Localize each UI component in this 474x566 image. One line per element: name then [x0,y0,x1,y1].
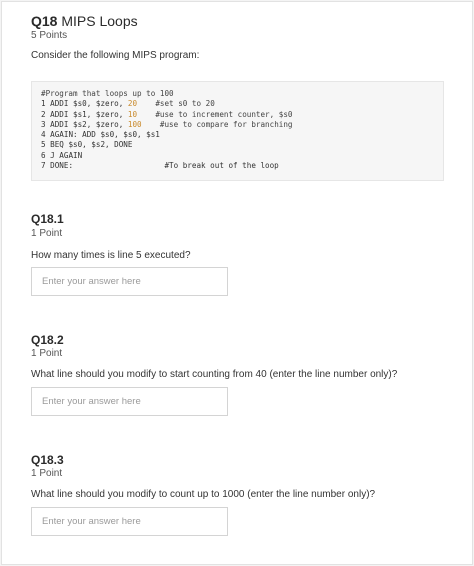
code-line [41,120,443,130]
code-line-number: 2 [41,109,51,119]
code-line-number: 7 [41,161,51,171]
code-line [41,140,443,150]
code-line-number: 3 [41,119,51,129]
code-number: 10 [127,109,138,119]
code-line-number: 1 [41,99,51,109]
code-text: ADDI $s0, $zero, [50,99,128,109]
code-comment: #use to increment counter, $s0 [137,109,293,119]
answer-input-18-3[interactable] [31,507,228,536]
question-name: MIPS Loops [61,13,138,29]
code-line [41,161,443,171]
code-block [31,81,444,181]
question-number: Q18 [31,13,58,29]
subquestion-18-2-prompt: What line should you modify to start counting from 40 (enter the line number only)? [31,369,398,380]
subquestion-18-2-points: 1 Point [31,348,63,359]
question-points: 5 Points [31,30,68,41]
question-title [31,13,138,29]
code-line-number: 5 [41,140,51,150]
answer-input-18-1[interactable] [31,267,228,296]
code-text: ADDI $s2, $zero, [50,119,128,129]
subquestion-18-3-points: 1 Point [31,468,63,479]
code-line [41,130,443,140]
code-line [41,110,443,120]
code-comment: #set s0 to 20 [137,99,215,109]
code-text: BEQ $s0, $s2, DONE [50,140,133,150]
subquestion-18-1-points: 1 Point [31,228,63,239]
answer-input-18-2[interactable] [31,387,228,416]
subquestion-18-2-title: Q18.2 [31,333,64,347]
code-text: AGAIN: ADD $s0, $s0, $s1 [50,130,160,140]
code-number: 20 [127,99,138,109]
question-prompt: Consider the following MIPS program: [31,50,200,61]
code-text: J AGAIN [50,150,83,160]
code-line-number: 6 [41,150,51,160]
code-text: DONE: #To break out of the loop [50,161,279,171]
code-line [41,99,443,109]
code-line [41,151,443,161]
code-comment: #use to compare for branching [141,119,293,129]
question-panel [1,1,473,565]
code-number: 100 [127,119,142,129]
subquestion-18-1-title: Q18.1 [31,212,64,226]
code-comment: #Program that loops up to 100 [41,89,174,98]
code-line-number: 4 [41,130,51,140]
subquestion-18-3-title: Q18.3 [31,453,64,467]
subquestion-18-1-prompt: How many times is line 5 executed? [31,250,191,261]
subquestion-18-3-prompt: What line should you modify to count up to 1000 (enter the line number only)? [31,489,376,500]
code-text: ADDI $s1, $zero, [50,109,128,119]
code-line [41,89,443,99]
